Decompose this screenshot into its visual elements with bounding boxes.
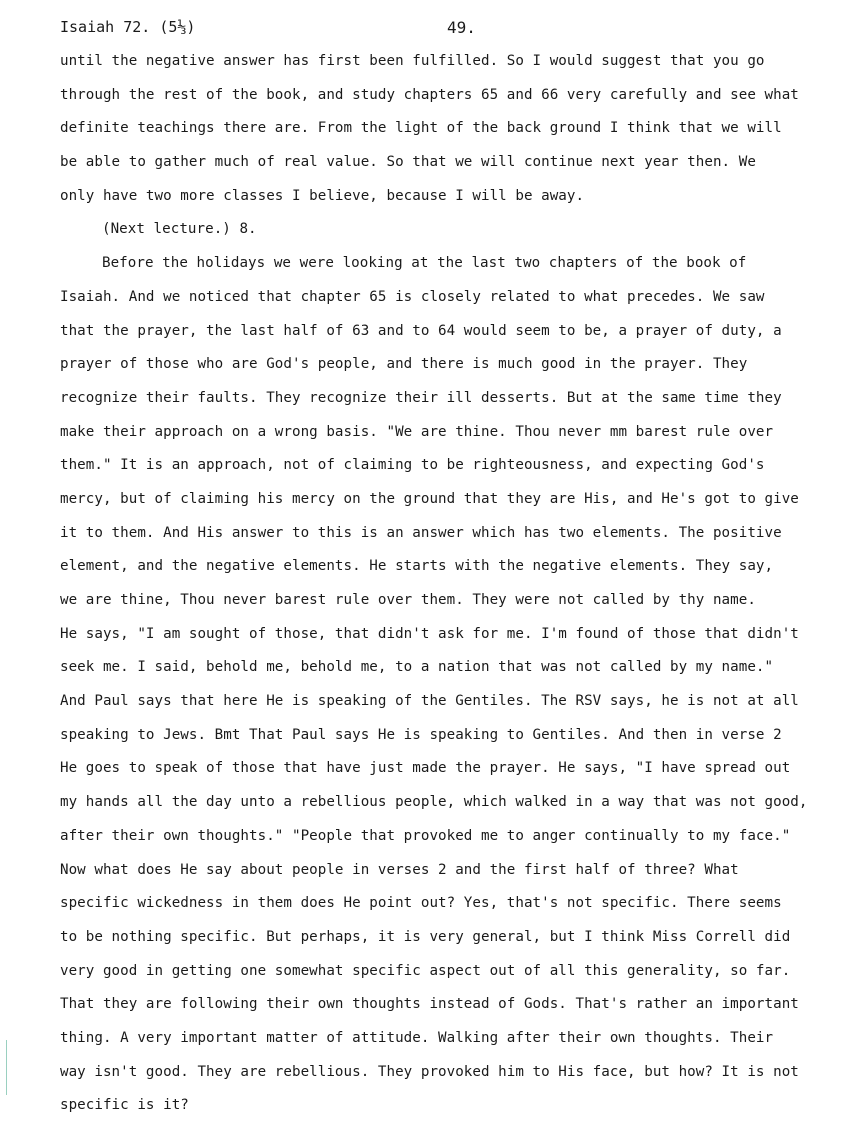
text-line: way isn't good. They are rebellious. They provoked him to His face, but how? It is not (60, 1063, 799, 1080)
text-line: my hands all the day unto a rebellious people, which walked in a way that was not good, (60, 794, 808, 811)
text-line: Now what does He say about people in verses 2 and the first half of three? What (60, 861, 739, 878)
text-line: He says, "I am sought of those, that didn't ask for me. I'm found of those that didn't (60, 625, 799, 642)
text-line: make their approach on a wrong basis. "We are thine. Thou never mm barest rule over (60, 423, 774, 440)
text-line: only have two more classes I believe, because I will be away. (60, 187, 585, 204)
text-line: that the prayer, the last half of 63 and to 64 would seem to be, a prayer of duty, a (60, 322, 782, 339)
text-line: to be nothing specific. But perhaps, it is very general, but I think Miss Correll did (60, 928, 791, 945)
text-line: That they are following their own thoughts instead of Gods. That's rather an important (60, 996, 799, 1013)
lecture-transcript (60, 50, 820, 1128)
text-line: Isaiah. And we noticed that chapter 65 is closely related to what precedes. We saw (60, 288, 765, 305)
page-number: 49. (447, 18, 476, 37)
text-line: very good in getting one somewhat specific aspect out of all this generality, so far. (60, 962, 791, 979)
paragraph-start: Before the holidays we were looking at the last two chapters of the book of (102, 255, 747, 272)
lecture-marker: (Next lecture.) 8. (102, 221, 257, 238)
text-line: specific is it? (60, 1097, 189, 1114)
text-line: definite teachings there are. From the light of the back ground I think that we will (60, 120, 782, 137)
text-line: until the negative answer has first been fulfilled. So I would suggest that you go (60, 53, 765, 69)
text-line: recognize their faults. They recognize their ill desserts. But at the same time they (60, 389, 782, 406)
scan-edge-mark (6, 1040, 7, 1095)
chapter-reference: Isaiah 72. (5⅓) (60, 18, 196, 36)
page-header (60, 18, 820, 44)
text-line: And Paul says that here He is speaking of the Gentiles. The RSV says, he is not at all (60, 693, 799, 710)
text-line: through the rest of the book, and study chapters 65 and 66 very carefully and see what (60, 86, 799, 103)
text-line: it to them. And His answer to this is an answer which has two elements. The positive (60, 524, 782, 541)
text-line: speaking to Jews. Bmt That Paul says He is speaking to Gentiles. And then in verse 2 (60, 726, 782, 743)
text-line: prayer of those who are God's people, and there is much good in the prayer. They (60, 356, 748, 373)
text-line: specific wickedness in them does He point out? Yes, that's not specific. There seems (60, 895, 782, 912)
text-line: be able to gather much of real value. So that we will continue next year then. We (60, 154, 756, 171)
text-line: seek me. I said, behold me, behold me, to a nation that was not called by my name." (60, 659, 774, 676)
text-line: element, and the negative elements. He starts with the negative elements. They say, (60, 558, 774, 575)
text-line: He goes to speak of those that have just made the prayer. He says, "I have spread out (60, 760, 791, 777)
text-line: after their own thoughts." "People that provoked me to anger continually to my face." (60, 827, 791, 844)
text-line: them." It is an approach, not of claiming to be righteousness, and expecting God's (60, 457, 765, 474)
text-line: thing. A very important matter of attitude. Walking after their own thoughts. Their (60, 1029, 774, 1046)
text-line: mercy, but of claiming his mercy on the ground that they are His, and He's got to give (60, 490, 799, 507)
text-line: we are thine, Thou never barest rule over them. They were not called by thy name. (60, 592, 756, 608)
